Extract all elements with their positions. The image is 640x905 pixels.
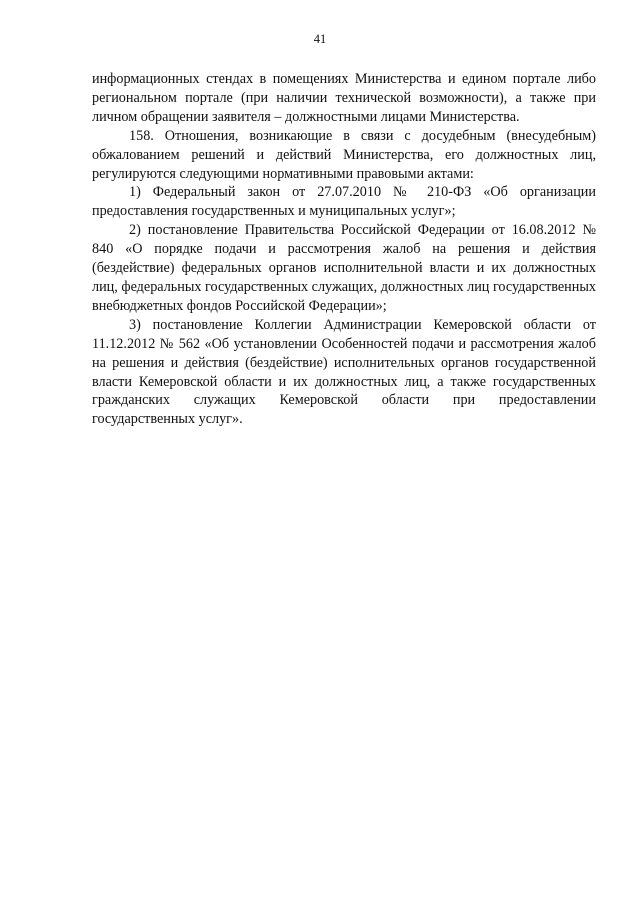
list-item-federal-law: 1) Федеральный закон от 27.07.2010 № 210-ФЗ «Об организации предоставления государственных и муниципальных услуг»; (92, 184, 596, 220)
document-body (92, 70, 596, 429)
list-item-government-resolution: 2) постановление Правительства Российской Федерации от 16.08.2012 № 840 «О порядке подачи и рассмотрения жалоб на решения и действия (бездействие) федеральных органов исполнительной власти и их должностных лиц, федеральных государственных служащих, должностных лиц государственных внебюджетных фондов Российской Федерации»; (92, 222, 596, 314)
paragraph-item-158: 158. Отношения, возникающие в связи с досудебным (внесудебным) обжалованием решений и действий Министерства, его должностных лиц, регулируются следующими нормативными правовыми актами: (92, 127, 596, 182)
paragraph-continuation: информационных стендах в помещениях Министерства и едином портале либо региональном портале (при наличии технической возможности), а также при личном обращении заявителя – должностными лицами Министерства. (92, 71, 596, 125)
list-item-collegium-resolution: 3) постановление Коллегии Администрации Кемеровской области от 11.12.2012 № 562 «Об установлении Особенностей подачи и рассмотрения жалоб на решения и действия (бездействие) исполнительных органов государственной власти Кемеровской области и их должностных лиц, а также государственных гражданских служащих Кемеровской области при предоставлении государственных услуг». (92, 316, 596, 428)
page-number: 41 (313, 32, 327, 46)
